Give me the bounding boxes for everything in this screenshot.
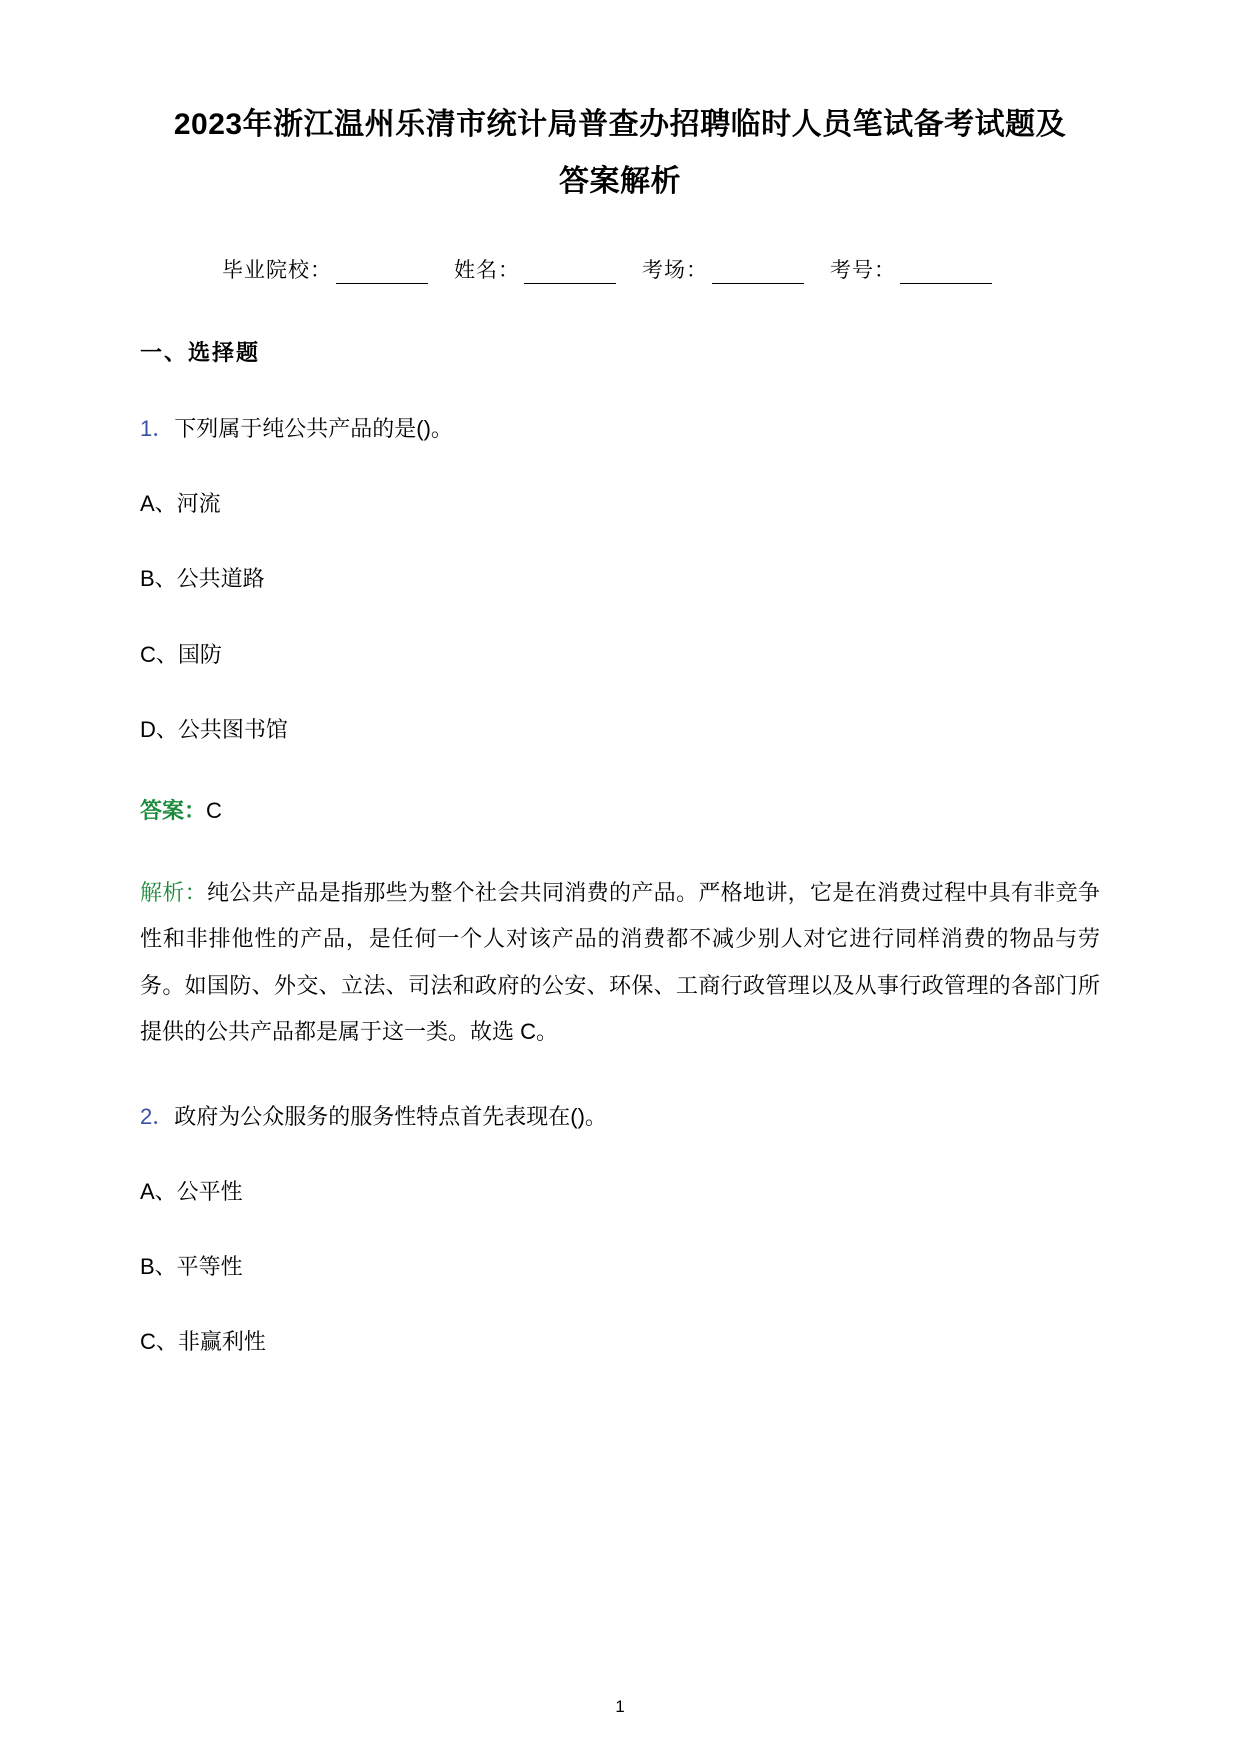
info-field-number-blank[interactable] — [900, 265, 992, 284]
info-field-number-label: 考号： — [830, 259, 896, 282]
question-2-stem — [140, 1099, 1100, 1134]
question-1-answer — [140, 793, 1100, 828]
info-field-number — [830, 259, 996, 282]
info-field-room — [642, 259, 808, 282]
question-1-number: 1． — [140, 416, 175, 441]
question-1-stem — [140, 411, 1100, 446]
question-2 — [140, 1099, 1100, 1360]
question-1-text: 下列属于纯公共产品的是()。 — [174, 416, 453, 441]
info-field-name-blank[interactable] — [524, 265, 616, 284]
question-1-explanation-label: 解析： — [140, 880, 207, 906]
section-heading-choice: 一、选择题 — [140, 340, 261, 365]
info-field-room-blank[interactable] — [712, 265, 804, 284]
question-1-option-c[interactable]: C、国防 — [140, 641, 222, 667]
info-field-school-label: 毕业院校： — [222, 259, 332, 282]
question-1-answer-label: 答案： — [140, 797, 207, 823]
question-1-explanation — [140, 870, 1100, 1055]
exam-info-line — [140, 254, 1100, 284]
page-title: 2023年浙江温州乐清市统计局普查办招聘临时人员笔试备考试题及答案解析 — [173, 108, 1067, 198]
question-1-option-d[interactable]: D、公共图书馆 — [140, 716, 288, 742]
question-2-option-c[interactable]: C、非赢利性 — [140, 1329, 266, 1355]
question-1-option-b[interactable]: B、公共道路 — [140, 566, 265, 592]
question-1-option-a[interactable]: A、河流 — [140, 491, 221, 517]
info-field-name — [454, 259, 620, 282]
info-field-school-blank[interactable] — [336, 265, 428, 284]
question-2-number: 2． — [140, 1103, 175, 1129]
question-1-answer-value: C — [206, 797, 222, 823]
info-field-name-label: 姓名： — [454, 259, 520, 282]
info-field-school — [222, 259, 432, 282]
question-1-explanation-text: 纯公共产品是指那些为整个社会共同消费的产品。严格地讲，它是在消费过程中具有非竞争性和非排他性的产品，是任何一个人对该产品的消费都不减少别人对它进行同样消费的物品与劳务。如国防、外交、立法、司法和政府的公安、环保、工商行政管理以及从事行政管理的各部门所提供的公共产品都是属于这一类。故选 C。 — [140, 880, 1100, 1044]
page-number: 1 — [615, 1697, 625, 1716]
question-2-option-a[interactable]: A、公平性 — [140, 1179, 243, 1205]
question-2-text: 政府为公众服务的服务性特点首先表现在()。 — [174, 1103, 607, 1129]
info-field-room-label: 考场： — [642, 259, 708, 282]
question-2-option-b[interactable]: B、平等性 — [140, 1254, 243, 1280]
question-1 — [140, 411, 1100, 1055]
